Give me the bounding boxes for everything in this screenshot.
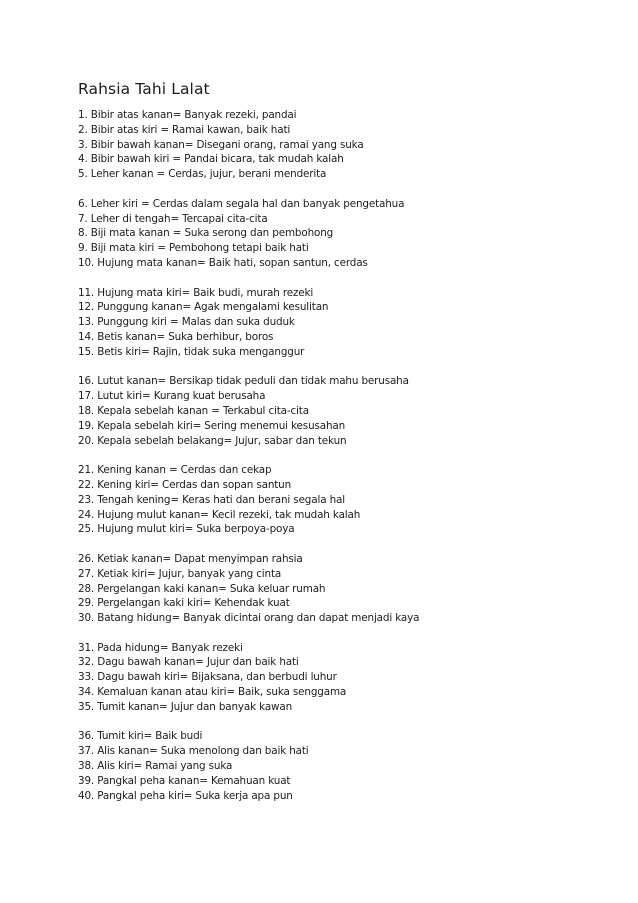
list-item: 6. Leher kiri = Cerdas dalam segala hal dan banyak pengetahua [78, 197, 405, 210]
list-item: 24. Hujung mulut kanan= Kecil rezeki, tak mudah kalah [78, 508, 361, 521]
list-group [78, 641, 618, 715]
list-item: 2. Bibir atas kiri = Ramai kawan, baik hati [78, 123, 291, 136]
list-item: 34. Kemaluan kanan atau kiri= Baik, suka senggama [78, 686, 347, 699]
document-title: Rahsia Tahi Lalat [78, 80, 210, 98]
list-group [78, 286, 618, 360]
list-item: 22. Kening kiri= Cerdas dan sopan santun [78, 478, 292, 491]
list-item: 16. Lutut kanan= Bersikap tidak peduli dan tidak mahu berusaha [78, 375, 409, 388]
list-item: 31. Pada hidung= Banyak rezeki [78, 641, 243, 654]
list-item: 15. Betis kiri= Rajin, tidak suka menganggur [78, 345, 305, 358]
list-item: 5. Leher kanan = Cerdas, jujur, berani menderita [78, 168, 327, 181]
list-item: 26. Ketiak kanan= Dapat menyimpan rahsia [78, 552, 303, 565]
list-item: 11. Hujung mata kiri= Baik budi, murah rezeki [78, 286, 314, 299]
list-item: 7. Leher di tengah= Tercapai cita-cita [78, 212, 268, 225]
list-item: 36. Tumit kiri= Baik budi [78, 730, 203, 743]
list-item: 17. Lutut kiri= Kurang kuat berusaha [78, 390, 266, 403]
list-item: 40. Pangkal peha kiri= Suka kerja apa pun [78, 789, 293, 802]
list-item: 1. Bibir atas kanan= Banyak rezeki, pandai [78, 109, 297, 121]
list-group [78, 552, 618, 626]
list-item: 32. Dagu bawah kanan= Jujur dan baik hati [78, 656, 299, 669]
list-item: 23. Tengah kening= Keras hati dan berani segala hal [78, 493, 345, 506]
list-item: 29. Pergelangan kaki kiri= Kehendak kuat [78, 597, 290, 610]
list-item: 25. Hujung mulut kiri= Suka berpoya-poya [78, 523, 295, 536]
list-item: 30. Batang hidung= Banyak dicintai orang dan dapat menjadi kaya [78, 612, 420, 625]
list-item: 8. Biji mata kanan = Suka serong dan pembohong [78, 227, 334, 240]
list-item: 27. Ketiak kiri= Jujur, banyak yang cinta [78, 567, 282, 580]
list-item: 18. Kepala sebelah kanan = Terkabul cita-cita [78, 404, 309, 417]
list-item: 4. Bibir bawah kiri = Pandai bicara, tak mudah kalah [78, 153, 344, 166]
list-item: 38. Alis kiri= Ramai yang suka [78, 760, 233, 773]
list-item: 13. Punggung kiri = Malas dan suka duduk [78, 316, 295, 329]
list-container [78, 108, 618, 803]
list-group [78, 108, 618, 182]
list-group [78, 197, 618, 271]
list-item: 14. Betis kanan= Suka berhibur, boros [78, 330, 274, 343]
list-item: 33. Dagu bawah kiri= Bijaksana, dan berbudi luhur [78, 671, 337, 684]
list-group [78, 463, 618, 537]
list-group [78, 729, 618, 803]
list-item: 9. Biji mata kiri = Pembohong tetapi baik hati [78, 242, 309, 255]
list-item: 10. Hujung mata kanan= Baik hati, sopan santun, cerdas [78, 256, 368, 269]
list-item: 3. Bibir bawah kanan= Disegani orang, ramai yang suka [78, 138, 364, 151]
document-page [78, 79, 618, 818]
list-item: 28. Pergelangan kaki kanan= Suka keluar rumah [78, 582, 326, 595]
list-item: 19. Kepala sebelah kiri= Sering menemui kesusahan [78, 419, 346, 432]
list-item: 37. Alis kanan= Suka menolong dan baik hati [78, 745, 309, 758]
list-item: 21. Kening kanan = Cerdas dan cekap [78, 464, 272, 477]
list-item: 35. Tumit kanan= Jujur dan banyak kawan [78, 700, 293, 713]
list-item: 12. Punggung kanan= Agak mengalami kesulitan [78, 301, 329, 314]
list-group [78, 374, 618, 448]
list-item: 39. Pangkal peha kanan= Kemahuan kuat [78, 774, 291, 787]
list-item: 20. Kepala sebelah belakang= Jujur, sabar dan tekun [78, 434, 347, 447]
